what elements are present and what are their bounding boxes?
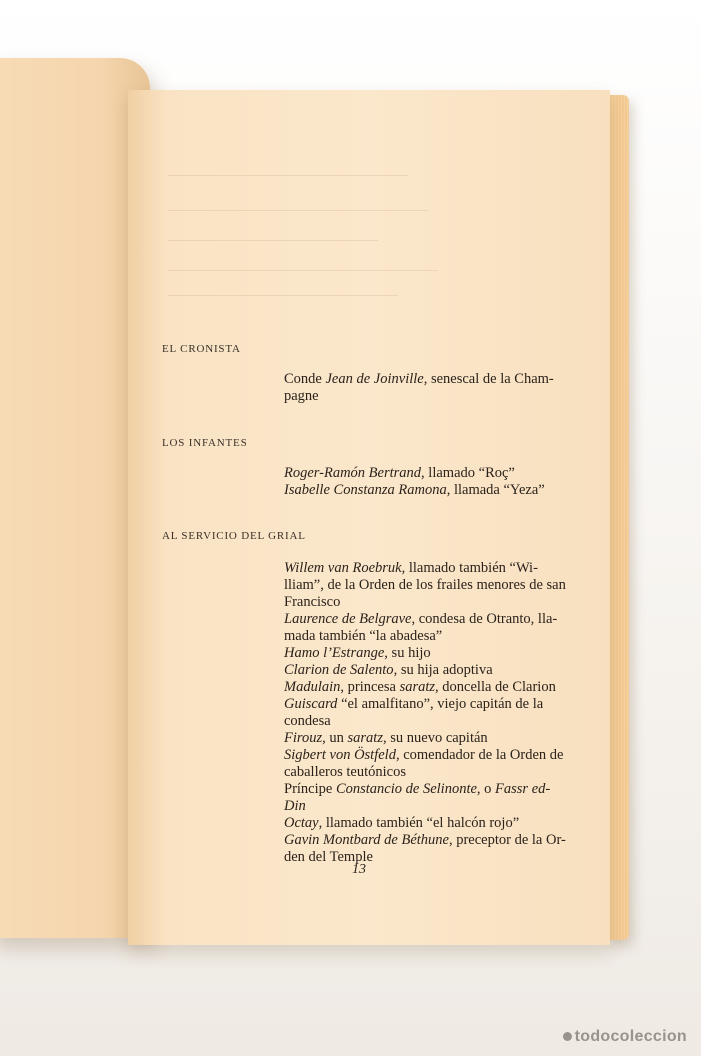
entry-line <box>284 781 566 815</box>
entry-line <box>284 832 566 849</box>
entry-text: , doncella de Clarion <box>435 679 556 695</box>
italic-name: Madulain <box>284 679 341 695</box>
entry-text: , su nuevo capitán <box>382 730 488 746</box>
entry-text: , princesa <box>340 679 400 695</box>
entry-text: caballeros teutónicos <box>284 764 406 780</box>
italic-name: saratz <box>347 730 383 746</box>
entry-text: “el amalfitano”, viejo capitán de la <box>337 696 544 712</box>
entry-text: Francisco <box>284 594 341 610</box>
entry-text: , preceptor de la Or- <box>448 832 566 848</box>
page-number: 13 <box>352 862 366 877</box>
entry-text: , condesa de Otranto, lla- <box>411 611 558 627</box>
italic-name: Clarion de Salento <box>284 662 394 678</box>
entry-line <box>284 713 566 730</box>
italic-name: Laurence de Belgrave <box>284 611 412 627</box>
watermark-dot-icon <box>563 1032 572 1041</box>
entry-line <box>284 679 566 696</box>
entry-line <box>284 560 566 577</box>
entry-line <box>284 815 566 832</box>
entry-text: , llamado “Roç” <box>421 465 515 481</box>
entry-text: , comendador de la Orden de <box>395 747 564 763</box>
section-heading-grial: AL SERVICIO DEL GRIAL <box>162 530 306 542</box>
italic-name: Fassr ed-Din <box>284 781 551 814</box>
italic-name: Willem van Roebruk <box>284 560 402 576</box>
entry-line <box>284 371 566 388</box>
italic-name: saratz <box>399 679 436 695</box>
show-through-line <box>168 240 378 241</box>
show-through-line <box>168 175 408 176</box>
watermark-logo <box>563 1028 687 1046</box>
entry-line <box>284 482 566 499</box>
italic-name: Gavin Montbard de Béthune <box>284 832 449 848</box>
italic-name: Isabelle Constanza Ramona <box>284 482 447 498</box>
italic-name: Sigbert von Östfeld <box>284 747 396 763</box>
entry-text: , llamado también “Wi- <box>401 560 538 576</box>
entry-text: Príncipe <box>284 781 336 797</box>
entry-line <box>284 628 566 645</box>
watermark-text: todocoleccion <box>574 1028 687 1045</box>
entry-text: den del Temple <box>284 849 373 865</box>
entry-line <box>284 662 566 679</box>
italic-name: Hamo l’Estrange <box>284 645 385 661</box>
entry-line <box>284 764 566 781</box>
entry-line <box>284 645 566 662</box>
entry-text: condesa <box>284 713 331 729</box>
cronista-entry <box>284 371 566 405</box>
show-through-line <box>168 270 438 271</box>
entry-text: , o <box>476 781 496 797</box>
entry-text: , llamada “Yeza” <box>446 482 545 498</box>
show-through-line <box>168 295 398 296</box>
show-through-line <box>168 210 428 211</box>
entry-line <box>284 611 566 628</box>
italic-name: Constancio de Selinonte <box>335 781 477 797</box>
grial-entry <box>284 560 566 866</box>
entry-line <box>284 465 566 482</box>
italic-name: Guiscard <box>284 696 338 712</box>
entry-line <box>284 696 566 713</box>
entry-text: Conde <box>284 371 326 387</box>
entry-line <box>284 594 566 611</box>
italic-name: Jean de Joinville <box>325 371 424 387</box>
section-heading-infantes: LOS INFANTES <box>162 437 248 449</box>
entry-line <box>284 747 566 764</box>
entry-text: pagne <box>284 388 319 404</box>
italic-name: Roger-Ramón Bertrand <box>284 465 422 481</box>
entry-text: , senescal de la Cham- <box>423 371 554 387</box>
entry-text: , un <box>322 730 348 746</box>
entry-text: , su hija adoptiva <box>393 662 493 678</box>
entry-line <box>284 849 566 866</box>
entry-line <box>284 388 566 405</box>
entry-line <box>284 730 566 747</box>
italic-name: Firouz <box>284 730 323 746</box>
italic-name: Octay <box>284 815 319 831</box>
entry-text: mada también “la abadesa” <box>284 628 443 644</box>
section-heading-cronista: EL CRONISTA <box>162 343 241 355</box>
entry-text: , su hijo <box>384 645 431 661</box>
entry-text: lliam”, de la Orden de los frailes menores de san <box>284 577 566 593</box>
entry-text: , llamado también “el halcón rojo” <box>318 815 520 831</box>
entry-line <box>284 577 566 594</box>
infantes-entry <box>284 465 566 499</box>
